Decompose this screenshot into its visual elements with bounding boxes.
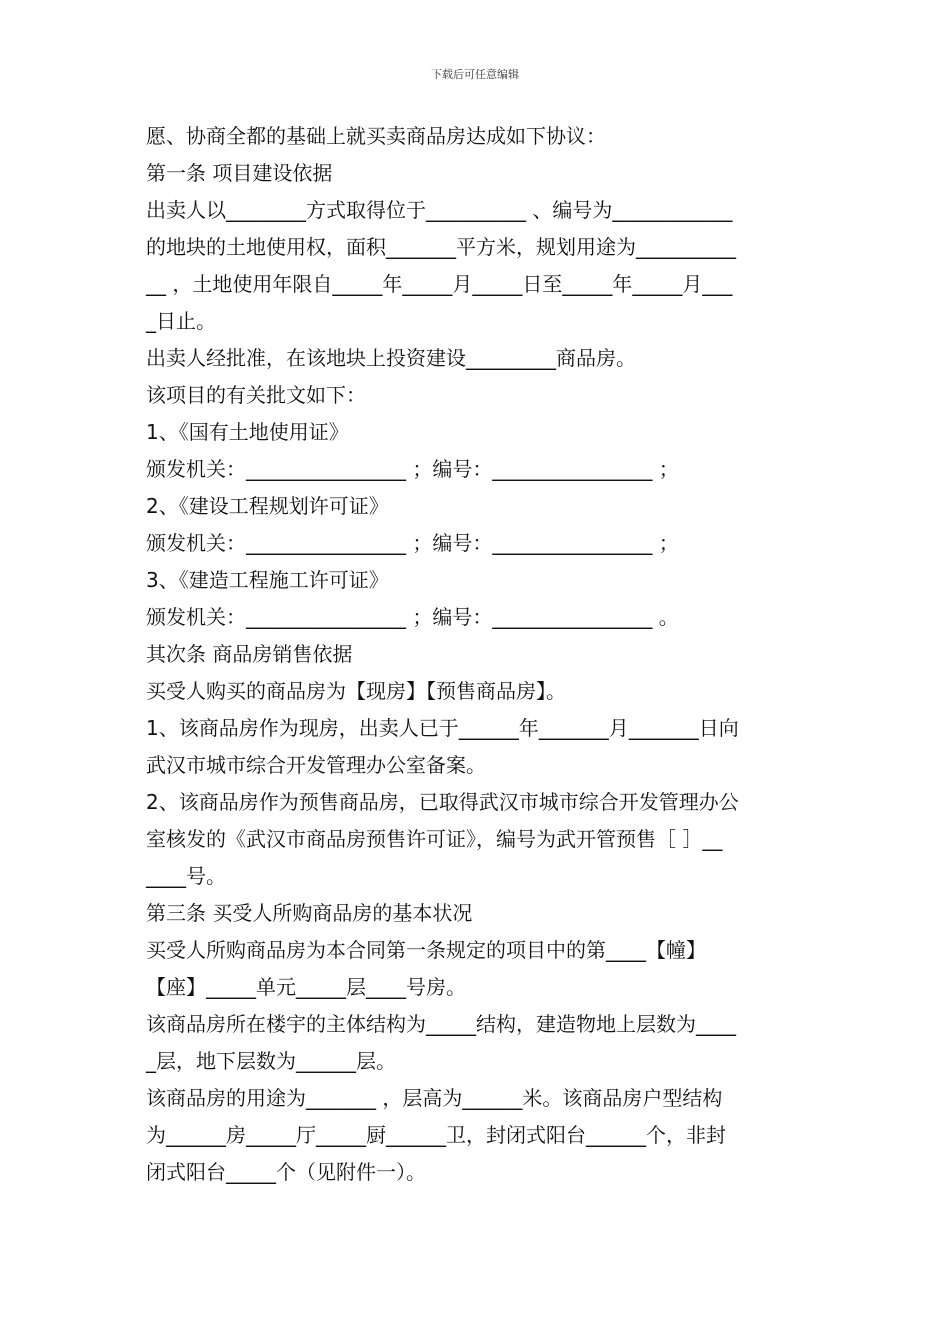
text-line: 愿、协商全都的基础上就买卖商品房达成如下协议： (146, 124, 606, 148)
text-line: 1、该商品房作为现房，出卖人已于______年_______月_______日向 (146, 716, 739, 740)
text-line: 为______房_____厅_____厨______卫，封闭式阳台______个，非封 (146, 1123, 726, 1147)
section-heading: 其次条 商品房销售依据 (146, 642, 353, 666)
list-item: 3、《建造工程施工许可证》 (146, 568, 389, 592)
list-item: 1、《国有土地使用证》 (146, 420, 349, 444)
section-heading: 第一条 项目建设依据 (146, 161, 333, 185)
text-line: __ ，土地使用年限自_____年_____月_____日至_____年_____月___ (146, 272, 733, 296)
text-line: _层，地下层数为______层。 (146, 1049, 396, 1073)
section-heading: 第三条 买受人所购商品房的基本状况 (146, 901, 473, 925)
text-line: 【座】_____单元_____层____号房。 (146, 975, 466, 999)
text-line: 该项目的有关批文如下： (146, 383, 366, 407)
text-line: 买受人所购商品房为本合同第一条规定的项目中的第____【幢】 (146, 938, 706, 962)
text-line: 2、该商品房作为预售商品房，已取得武汉市城市综合开发管理办公 (146, 790, 739, 814)
text-line: 出卖人以________方式取得位于__________ 、编号为____________ (146, 198, 733, 222)
text-line: _日止。 (146, 309, 216, 333)
text-line: 室核发的《武汉市商品房预售许可证》，编号为武开管预售［ ］__ (146, 827, 723, 851)
contract-body (146, 118, 808, 1191)
text-line: 买受人购买的商品房为【现房】【预售商品房】。 (146, 679, 566, 703)
text-line: 颁发机关：________________ ；编号：________________ ； (146, 457, 679, 481)
text-line: 武汉市城市综合开发管理办公室备案。 (146, 753, 486, 777)
text-line: 颁发机关：________________ ；编号：________________ 。 (146, 605, 679, 629)
text-line: 该商品房所在楼宇的主体结构为_____结构，建造物地上层数为____ (146, 1012, 736, 1036)
text-line: 颁发机关：________________ ；编号：________________ ； (146, 531, 679, 555)
text-line: ____号。 (146, 864, 226, 888)
page-header: 下载后可任意编辑 (431, 68, 519, 81)
text-line: 出卖人经批准，在该地块上投资建设_________商品房。 (146, 346, 636, 370)
text-line: 闭式阳台_____个（见附件一）。 (146, 1160, 426, 1184)
list-item: 2、《建设工程规划许可证》 (146, 494, 389, 518)
text-line: 该商品房的用途为_______ ，层高为______米。该商品房户型结构 (146, 1086, 723, 1110)
text-line: 的地块的土地使用权，面积_______平方米，规划用途为__________ (146, 235, 736, 259)
